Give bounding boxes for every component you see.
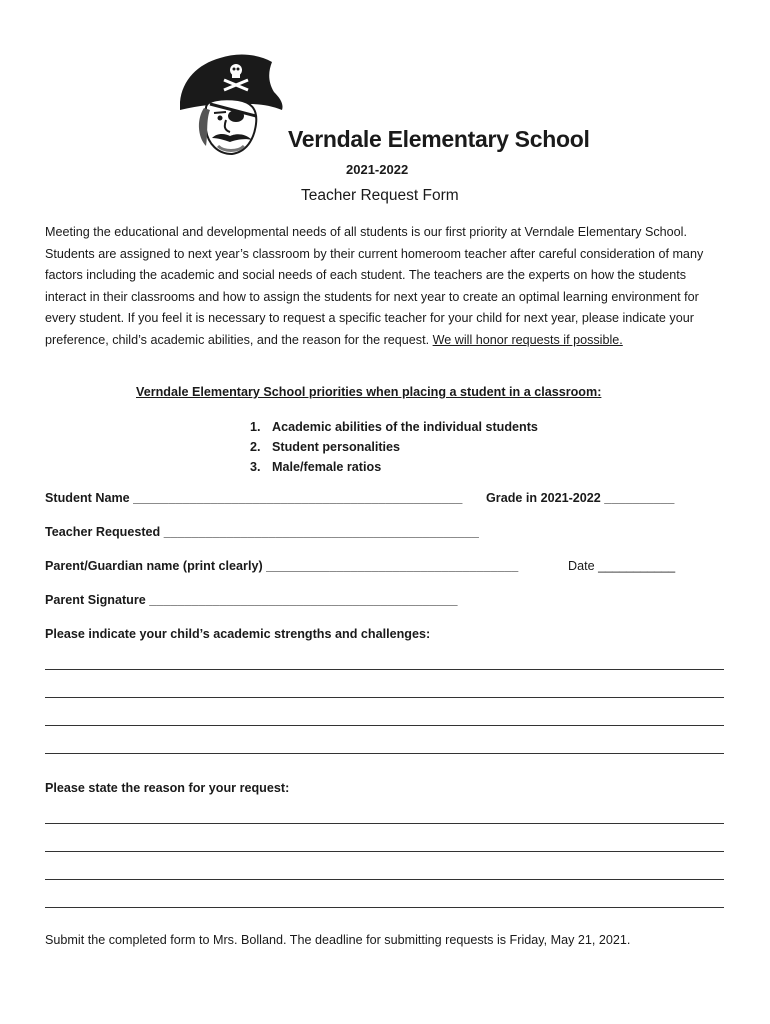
intro-text: Meeting the educational and developmental needs of all students is our first priority at Verndale Elementary School. Students are assigned to next year’s classroom by their current homeroom teacher after careful consideration of many factors including the academic and social needs of each student. The teachers are the experts on how the students interact in their classrooms and how to assign the students for next year to create an optimal learning environment for every student. If you feel it is necessary to request a specific teacher for your child for next year, please indicate your preference, child’s academic abilities, and the reason for the request. [45,225,704,347]
reason-answer-line[interactable] [45,851,724,852]
strengths-answer-line[interactable] [45,697,724,698]
pirate-mascot-icon [176,50,288,160]
parent-signature-field[interactable]: Parent Signature ____________________________________________ [45,593,458,607]
list-item-text: Male/female ratios [272,460,382,474]
reason-answer-line[interactable] [45,907,724,908]
list-item [250,417,538,437]
list-item [250,437,538,457]
reason-answer-line[interactable] [45,823,724,824]
list-item-number: 3. [250,460,261,474]
reason-answer-line[interactable] [45,879,724,880]
priority-list [250,417,538,477]
date-label: Date ___________ [568,559,676,573]
list-item [250,457,538,477]
priorities-heading: Verndale Elementary School priorities when placing a student in a classroom: [136,385,602,399]
school-name: Verndale Elementary School [288,126,590,152]
list-item-text: Academic abilities of the individual students [272,420,538,434]
strengths-answer-line[interactable] [45,669,724,670]
strengths-question: Please indicate your child’s academic strengths and challenges: [45,627,431,641]
strengths-answer-line[interactable] [45,725,724,726]
form-title: Teacher Request Form [301,187,459,204]
strengths-answer-line[interactable] [45,753,724,754]
date-field[interactable] [568,559,675,573]
student-name-field[interactable]: Student Name _______________________________________________ [45,491,463,505]
teacher-requested-field[interactable]: Teacher Requested _____________________________________________ [45,525,479,539]
school-year: 2021-2022 [346,162,409,177]
parent-name-field[interactable]: Parent/Guardian name (print clearly) ____________________________________ [45,559,519,573]
list-item-number: 1. [250,420,261,434]
reason-question: Please state the reason for your request: [45,781,290,795]
grade-field[interactable]: Grade in 2021-2022 __________ [486,491,675,505]
submission-instructions: Submit the completed form to Mrs. Bolland. The deadline for submitting requests is Friday, May 21, 2021. [45,933,631,947]
intro-emphasis: We will honor requests if possible. [432,332,623,347]
list-item-text: Student personalities [272,440,401,454]
intro-paragraph [45,222,725,351]
list-item-number: 2. [250,440,261,454]
